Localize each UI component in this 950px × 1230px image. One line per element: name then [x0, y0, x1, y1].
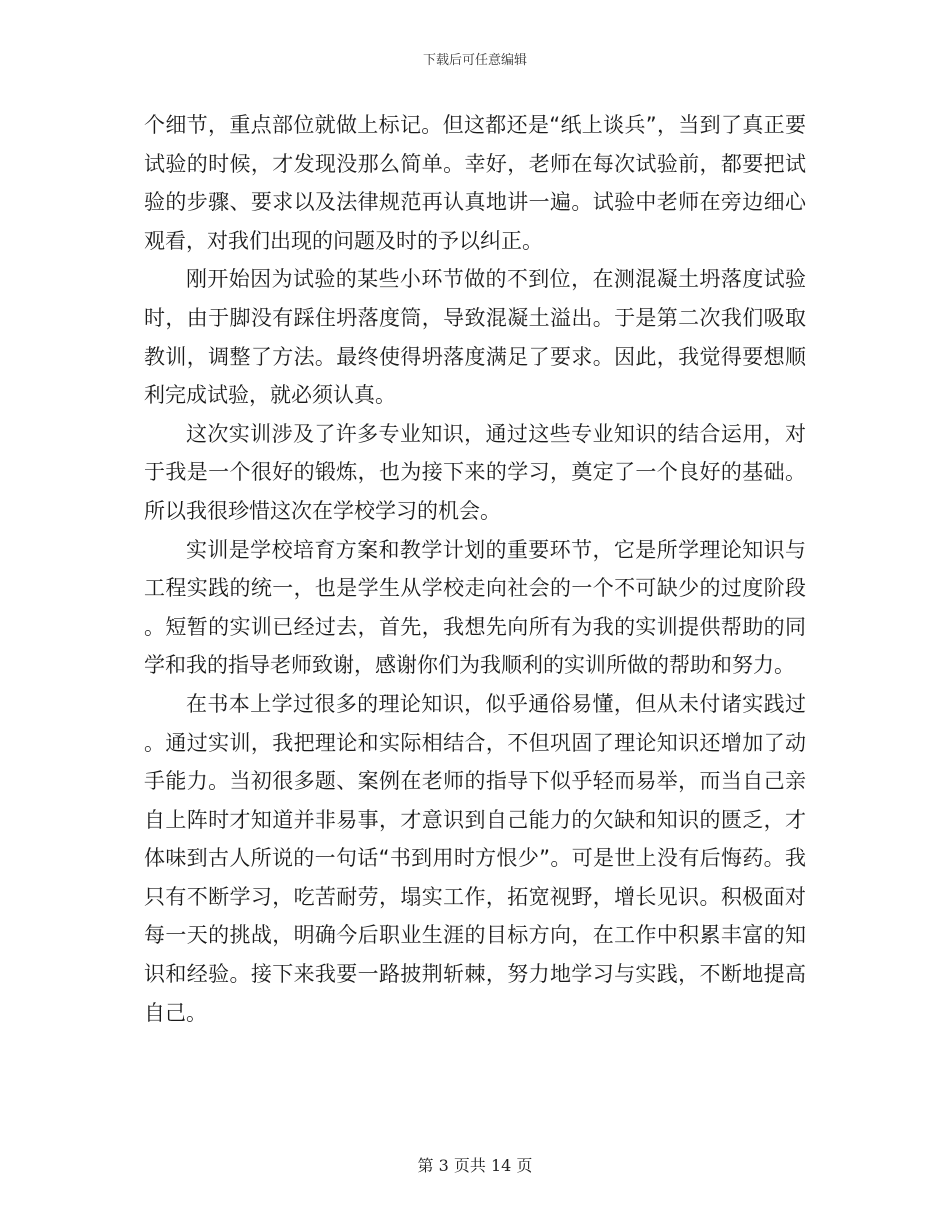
document-body	[144, 106, 806, 1032]
paragraph-professional-knowledge: 这次实训涉及了许多专业知识，通过这些专业知识的结合运用，对于我是一个很好的锻炼，也为接下来的学习，奠定了一个良好的基础。所以我很珍惜这次在学校学习的机会。	[144, 421, 806, 523]
page-header: 下载后可任意编辑	[422, 53, 527, 68]
page-number-footer: 第 3 页共 14 页	[417, 1156, 533, 1175]
paragraph-training-importance: 实训是学校培育方案和教学计划的重要环节，它是所学理论知识与工程实践的统一，也是学生从学校走向社会的一个不可缺少的过度阶段。短暂的实训已经过去，首先，我想先向所有为我的实训提供帮助的同学和我的指导老师致谢，感谢你们为我顺利的实训所做的帮助和努力。	[144, 537, 806, 678]
paragraph-slump-test: 刚开始因为试验的某些小环节做的不到位，在测混凝土坍落度试验时，由于脚没有踩住坍落度筒，导致混凝土溢出。于是第二次我们吸取教训，调整了方法。最终使得坍落度满足了要求。因此，我觉得要想顺利完成试验，就必须认真。	[144, 267, 806, 408]
paragraph-theory-practice: 在书本上学过很多的理论知识，似乎通俗易懂，但从未付诸实践过。通过实训，我把理论和实际相结合，不但巩固了理论知识还增加了动手能力。当初很多题、案例在老师的指导下似乎轻而易举，而当自己亲自上阵时才知道并非易事，才意识到自己能力的欠缺和知识的匮乏，才体味到古人所说的一句话“书到用时方恨少”。可是世上没有后悔药。我只有不断学习，吃苦耐劳，塌实工作，拓宽视野，增长见识。积极面对每一天的挑战，明确今后职业生涯的目标方向，在工作中积累丰富的知识和经验。接下来我要一路披荆斩棘，努力地学习与实践，不断地提高自己。	[144, 691, 806, 1025]
paragraph-continuation: 个细节，重点部位就做上标记。但这都还是“纸上谈兵”，当到了真正要试验的时候，才发现没那么简单。幸好，老师在每次试验前，都要把试验的步骤、要求以及法律规范再认真地讲一遍。试验中老师在旁边细心观看，对我们出现的问题及时的予以纠正。	[144, 113, 806, 253]
